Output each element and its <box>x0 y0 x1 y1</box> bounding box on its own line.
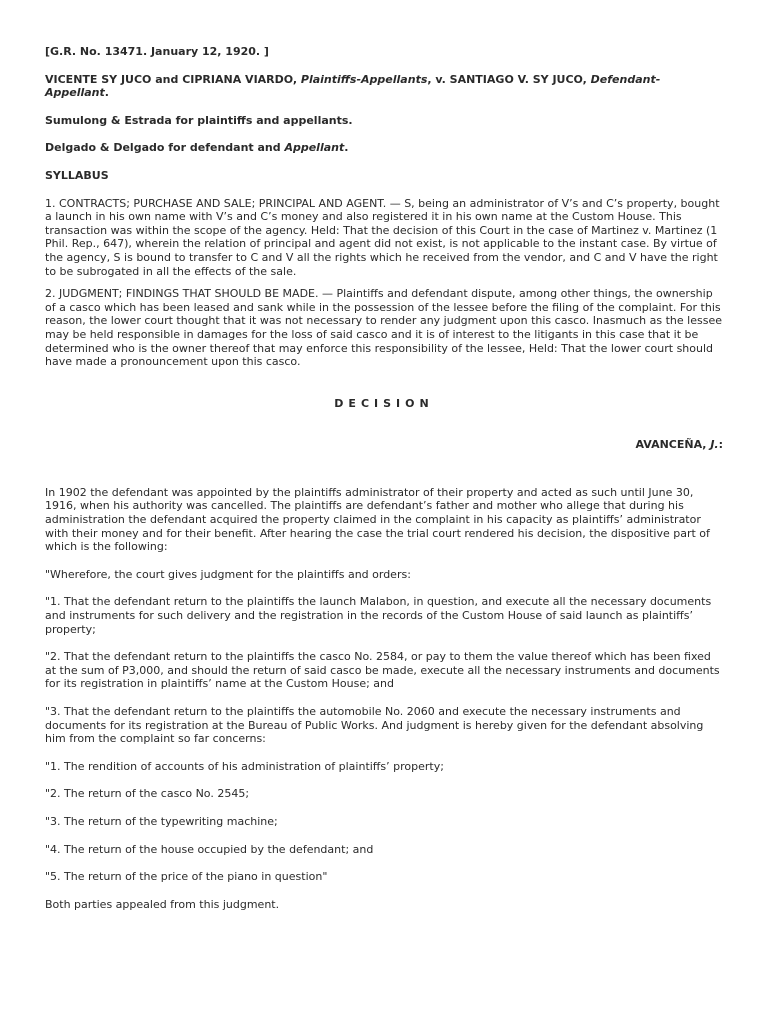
parties-period: . <box>104 86 109 100</box>
decision-paragraph: Both parties appealed from this judgment. <box>45 897 280 911</box>
decision-paragraph: "2. That the defendant return to the plaintiffs the casco No. 2584, or pay to them the value thereof which has been fixed at the sum of P3,000, and should the return of said casco be made, execute all the necessary instruments and documents for its registration in plaintiffs’ name at the Custom House; and <box>45 650 720 691</box>
defendant-role: Defendant-Appellant <box>45 72 661 100</box>
decision-paragraph: "5. The return of the price of the piano in question" <box>45 870 328 884</box>
plaintiffs-names: VICENTE SY JUCO and CIPRIANA VIARDO, <box>45 72 301 86</box>
decision-paragraph: "2. The return of the casco No. 2545; <box>45 787 250 801</box>
document-page <box>45 45 723 925</box>
decision-paragraph: In 1902 the defendant was appointed by the plaintiffs administrator of their property and acted as such until June 30, 1916, when his authority was cancelled. The plaintiffs are defendant’s father and mother who allege that during his administration the defendant acquired the property claimed in the complaint in his capacity as plaintiffs’ administrator with their money and for their benefit. After hearing the case the trial court rendered his decision, the dispositive part of which is the following: <box>45 485 710 554</box>
ponente <box>45 438 723 452</box>
decision-paragraph: "1. That the defendant return to the plaintiffs the launch Malabon, in question, and execute all the necessary documents and instruments for such delivery and the registration in the records of the Custom House of said launch as plaintiffs’ property; <box>45 595 712 636</box>
decision-paragraph: "3. That the defendant return to the plaintiffs the automobile No. 2060 and execute the necessary instruments and documents for its registration at the Bureau of Public Works. And judgment is hereby given for the defendant absolving him from the complaint so far concerns: <box>45 705 704 746</box>
decision-paragraph: "Wherefore, the court gives judgment for the plaintiffs and orders: <box>45 567 411 581</box>
counsel-plaintiffs: Sumulong & Estrada for plaintiffs and appellants. <box>45 113 353 127</box>
decision-heading: DECISION <box>334 396 434 410</box>
syllabus-item-2: 2. JUDGMENT; FINDINGS THAT SHOULD BE MADE. — Plaintiffs and defendant dispute, among other things, the ownership of a casco which has been leased and sank while in the possession of the lessee before the filing of the complaint. For this reason, the lower court thought that it was not necessary to render any judgment upon this casco. Inasmuch as the lessee may be held responsible in damages for the loss of said casco and it is of interest to the litigants in this case that it be determined who is the owner thereof that may enforce this responsibility of the lessee, Held: That the lower court should have made a pronouncement upon this casco. <box>45 287 722 369</box>
counsel-defendant-role: Appellant <box>284 141 345 155</box>
case-parties <box>45 73 723 100</box>
syllabus-heading: SYLLABUS <box>45 168 109 182</box>
counsel-defendant-period: . <box>344 141 349 155</box>
versus-defendant-name: , v. SANTIAGO V. SY JUCO, <box>427 72 591 86</box>
ponente-name: AVANCEÑA, <box>635 438 711 452</box>
ponente-title: J. <box>710 438 719 452</box>
plaintiffs-role: Plaintiffs-Appellants <box>300 72 428 86</box>
decision-paragraph: "3. The return of the typewriting machine; <box>45 814 278 828</box>
decision-paragraph: "1. The rendition of accounts of his administration of plaintiffs’ property; <box>45 759 444 773</box>
decision-paragraph: "4. The return of the house occupied by the defendant; and <box>45 842 374 856</box>
counsel-defendant-text: Delgado & Delgado for defendant and <box>45 141 285 155</box>
syllabus-item-1: 1. CONTRACTS; PURCHASE AND SALE; PRINCIPAL AND AGENT. — S, being an administrator of V’s and C’s property, bought a launch in his own name with V’s and C’s money and also registered it in his own name at the Custom House. This transaction was within the scope of the agency. Held: That the decision of this Court in the case of Martinez v. Martinez (1 Phil. Rep., 647), wherein the relation of principal and agent did not exist, is not applicable to the instant case. By virtue of the agency, S is bound to transfer to C and V all the rights which he received from the vendor, and C and V have the right to be subrogated in all the effects of the sale. <box>45 196 720 278</box>
ponente-colon: : <box>718 438 723 452</box>
case-number: [G.R. No. 13471. January 12, 1920. ] <box>45 45 269 58</box>
counsel-defendant <box>45 141 723 155</box>
